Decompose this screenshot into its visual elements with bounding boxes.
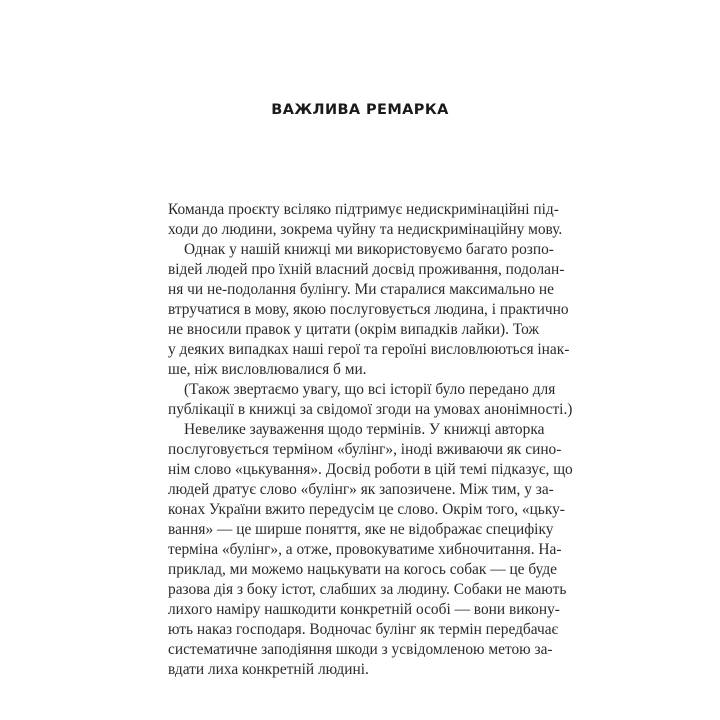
text-line: Невелике зауваження щодо термінів. У книжці авторка xyxy=(184,421,545,438)
text-line: систематичне заподіяння шкоди з усвідомленою метою за- xyxy=(168,641,553,658)
text-line: відей людей про їхній власний досвід проживання, подолан- xyxy=(168,261,565,278)
text-line: (Також звертаємо увагу, що всі історії було передано для xyxy=(184,381,556,398)
text-line: послуговується терміном «булінг», іноді вживаючи як сино- xyxy=(168,441,562,458)
text-line: терміна «булінг», а отже, провокуватиме хибночитання. На- xyxy=(168,541,562,558)
text-line: ня чи не-подолання булінгу. Ми старалися максимально не xyxy=(168,281,554,298)
text-line: втручатися в мову, якою послуговується людина, і практично xyxy=(168,301,569,318)
page-title: ВАЖЛИВА РЕМАРКА xyxy=(271,102,449,118)
text-line: нім слово «цькування». Досвід роботи в цій темі підказує, що xyxy=(168,461,573,478)
text-line: публікації в книжці за свідомої згоди на умовах анонімності.) xyxy=(168,401,573,418)
text-line: Однак у нашій книжці ми використовуємо багато розпо- xyxy=(184,241,554,258)
text-line: приклад, ми можемо нацькувати на когось собак — це буде xyxy=(168,561,557,578)
text-line: не вносили правок у цитати (окрім випадків лайки). Тож xyxy=(168,321,540,338)
text-line: вання» — це ширше поняття, яке не відображає специфіку xyxy=(168,521,554,538)
text-line: вдати лиха конкретній людині. xyxy=(168,661,369,678)
text-line: ходи до людини, зокрема чуйну та недискримінаційну мову. xyxy=(168,221,563,238)
text-line: разова дія з боку істот, слабших за людину. Собаки не мають xyxy=(168,581,567,598)
text-line: Команда проєкту всіляко підтримує недискримінаційні під- xyxy=(168,201,559,218)
text-line: конах України вжито передусім це слово. Окрім того, «цьку- xyxy=(168,501,565,518)
text-line: ють наказ господаря. Водночас булінг як термін передбачає xyxy=(168,621,559,638)
text-line: ше, ніж висловлювалися б ми. xyxy=(168,361,367,378)
text-line: у деяких випадках наші герої та героїні висловлюються інак- xyxy=(168,341,570,358)
text-line: людей дратує слово «булінг» як запозичене. Між тим, у за- xyxy=(168,481,554,498)
text-line: лихого наміру нашкодити конкретній особі — вони викону- xyxy=(168,601,560,618)
